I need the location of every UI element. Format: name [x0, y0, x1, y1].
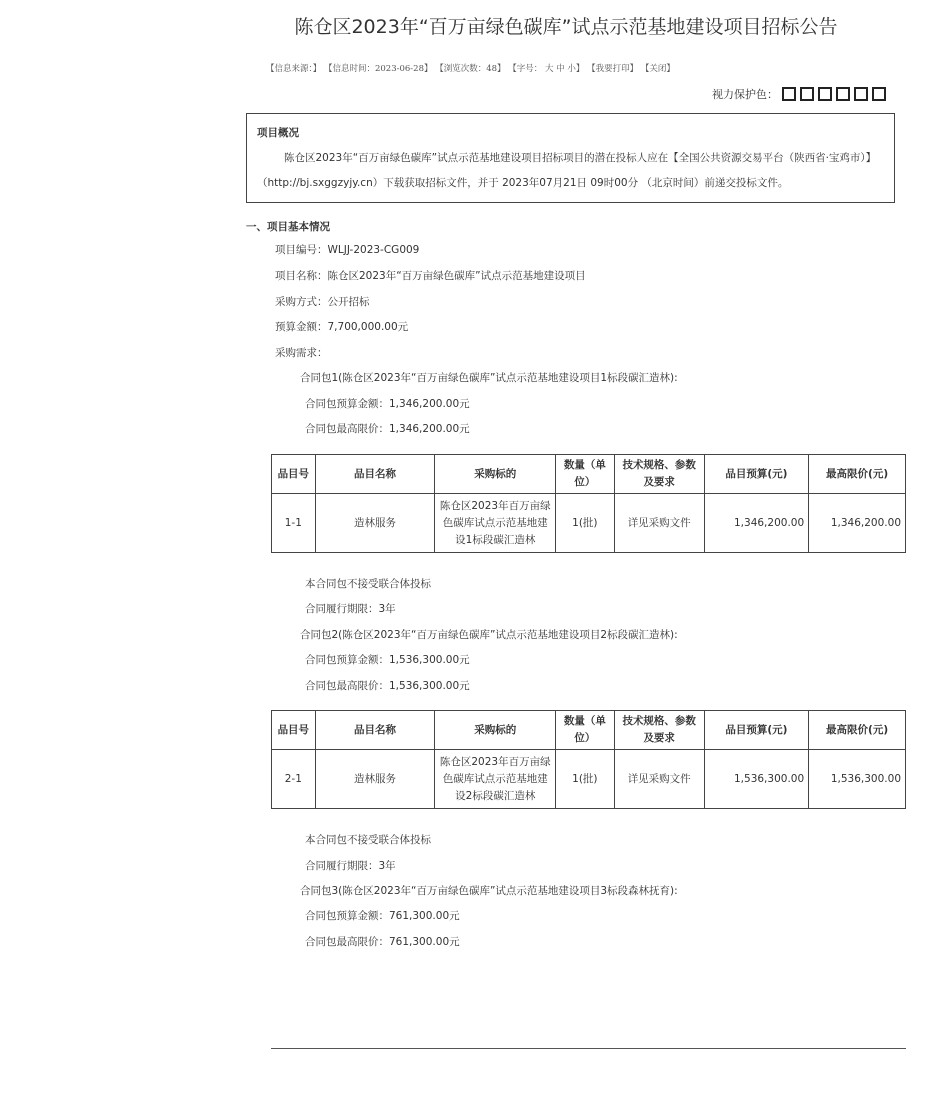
- project-name: 项目名称：陈仓区2023年“百万亩绿色碳库”试点示范基地建设项目: [275, 270, 586, 282]
- color-swatch-4[interactable]: [836, 87, 850, 101]
- info-source: 【信息来源：】: [266, 64, 322, 74]
- table-cell: 详见采购文件: [614, 750, 704, 809]
- table-cell: 造林服务: [315, 494, 435, 553]
- budget-amount: 预算金额：7,700,000.00元: [275, 321, 409, 333]
- table-cell: 1,346,200.00: [704, 494, 808, 553]
- eye-protection-color-bar: [712, 86, 886, 102]
- package-table: [271, 454, 906, 553]
- overview-heading: 项目概况: [257, 127, 299, 139]
- procurement-demand: 采购需求：: [275, 347, 328, 359]
- article-meta-bar: [266, 62, 675, 74]
- col-header: 最高限价(元): [809, 711, 906, 750]
- col-header: 技术规格、参数及要求: [614, 455, 704, 494]
- package-consortium: 本合同包不接受联合体投标: [305, 834, 431, 846]
- table-top-border: [271, 1048, 906, 1049]
- table-header-row: [272, 711, 906, 750]
- col-header: 数量（单位）: [556, 711, 615, 750]
- col-header: 最高限价(元): [809, 455, 906, 494]
- font-small-link[interactable]: 小: [567, 64, 576, 74]
- package-budget: 合同包预算金额：761,300.00元: [305, 910, 460, 922]
- table-row: [272, 750, 906, 809]
- table-cell: 1,536,300.00: [809, 750, 906, 809]
- package-title: 合同包1(陈仓区2023年“百万亩绿色碳库”试点示范基地建设项目1标段碳汇造林):: [300, 372, 678, 384]
- package-table: [271, 710, 906, 809]
- color-swatch-3[interactable]: [818, 87, 832, 101]
- view-count: 【浏览次数：48】: [435, 64, 506, 74]
- procurement-method: 采购方式：公开招标: [275, 296, 370, 308]
- package-budget: 合同包预算金额：1,346,200.00元: [305, 398, 470, 410]
- color-swatch-1[interactable]: [782, 87, 796, 101]
- package-table-wrapper: [271, 454, 906, 560]
- col-header: 品目号: [272, 711, 316, 750]
- col-header: 数量（单位）: [556, 455, 615, 494]
- font-medium-link[interactable]: 中: [556, 64, 565, 74]
- project-overview-box: [246, 113, 895, 203]
- package-title: 合同包2(陈仓区2023年“百万亩绿色碳库”试点示范基地建设项目2标段碳汇造林):: [300, 629, 678, 641]
- package-table-wrapper: [271, 710, 906, 816]
- color-swatch-5[interactable]: [854, 87, 868, 101]
- table-row: [272, 494, 906, 553]
- table-cell: 1,536,300.00: [704, 750, 808, 809]
- package-limit: 合同包最高限价：1,346,200.00元: [305, 423, 470, 435]
- close-link[interactable]: 【关闭】: [640, 64, 675, 74]
- color-swatch-2[interactable]: [800, 87, 814, 101]
- table-cell: 2-1: [272, 750, 316, 809]
- col-header: 采购标的: [435, 711, 556, 750]
- print-link[interactable]: 【我要打印】: [587, 64, 639, 74]
- table-cell: 1-1: [272, 494, 316, 553]
- col-header: 采购标的: [435, 455, 556, 494]
- table-cell: 陈仓区2023年百万亩绿色碳库试点示范基地建设2标段碳汇造林: [435, 750, 556, 809]
- table-cell: 造林服务: [315, 750, 435, 809]
- package-budget: 合同包预算金额：1,536,300.00元: [305, 654, 470, 666]
- overview-text: 陈仓区2023年“百万亩绿色碳库”试点示范基地建设项目招标项目的潜在投标人应在【全国公共资源交易平台（陕西省·宝鸡市）】（http://bj.sxggzyjy.cn）下载获取招标文件，并于 2023年07月21日 09时00分 （北京时间）前递交投标文件。: [257, 152, 877, 189]
- package-consortium: 本合同包不接受联合体投标: [305, 578, 431, 590]
- color-swatch-6[interactable]: [872, 87, 886, 101]
- info-time: 【信息时间：2023-06-28】: [323, 64, 433, 74]
- col-header: 品目预算(元): [704, 455, 808, 494]
- table-cell: 1(批): [556, 494, 615, 553]
- font-size-label: 【字号：: [508, 64, 543, 74]
- package-period: 合同履行期限：3年: [305, 860, 396, 872]
- package-limit: 合同包最高限价：761,300.00元: [305, 936, 460, 948]
- col-header: 品目名称: [315, 711, 435, 750]
- col-header: 品目号: [272, 455, 316, 494]
- table-cell: 1(批): [556, 750, 615, 809]
- page-title: 陈仓区2023年“百万亩绿色碳库”试点示范基地建设项目招标公告: [294, 16, 838, 38]
- section-heading: 一、项目基本情况: [246, 221, 330, 233]
- col-header: 品目预算(元): [704, 711, 808, 750]
- col-header: 品目名称: [315, 455, 435, 494]
- eye-protection-label: 视力保护色：: [712, 88, 778, 101]
- font-size-close: 】: [575, 64, 585, 74]
- project-number: 项目编号：WLJJ-2023-CG009: [275, 244, 420, 256]
- table-cell: 1,346,200.00: [809, 494, 906, 553]
- package-title: 合同包3(陈仓区2023年“百万亩绿色碳库”试点示范基地建设项目3标段森林抚育):: [300, 885, 678, 897]
- package-period: 合同履行期限：3年: [305, 603, 396, 615]
- table-cell: 陈仓区2023年百万亩绿色碳库试点示范基地建设1标段碳汇造林: [435, 494, 556, 553]
- col-header: 技术规格、参数及要求: [614, 711, 704, 750]
- font-large-link[interactable]: 大: [544, 64, 554, 74]
- table-cell: 详见采购文件: [614, 494, 704, 553]
- package-limit: 合同包最高限价：1,536,300.00元: [305, 680, 470, 692]
- table-header-row: [272, 455, 906, 494]
